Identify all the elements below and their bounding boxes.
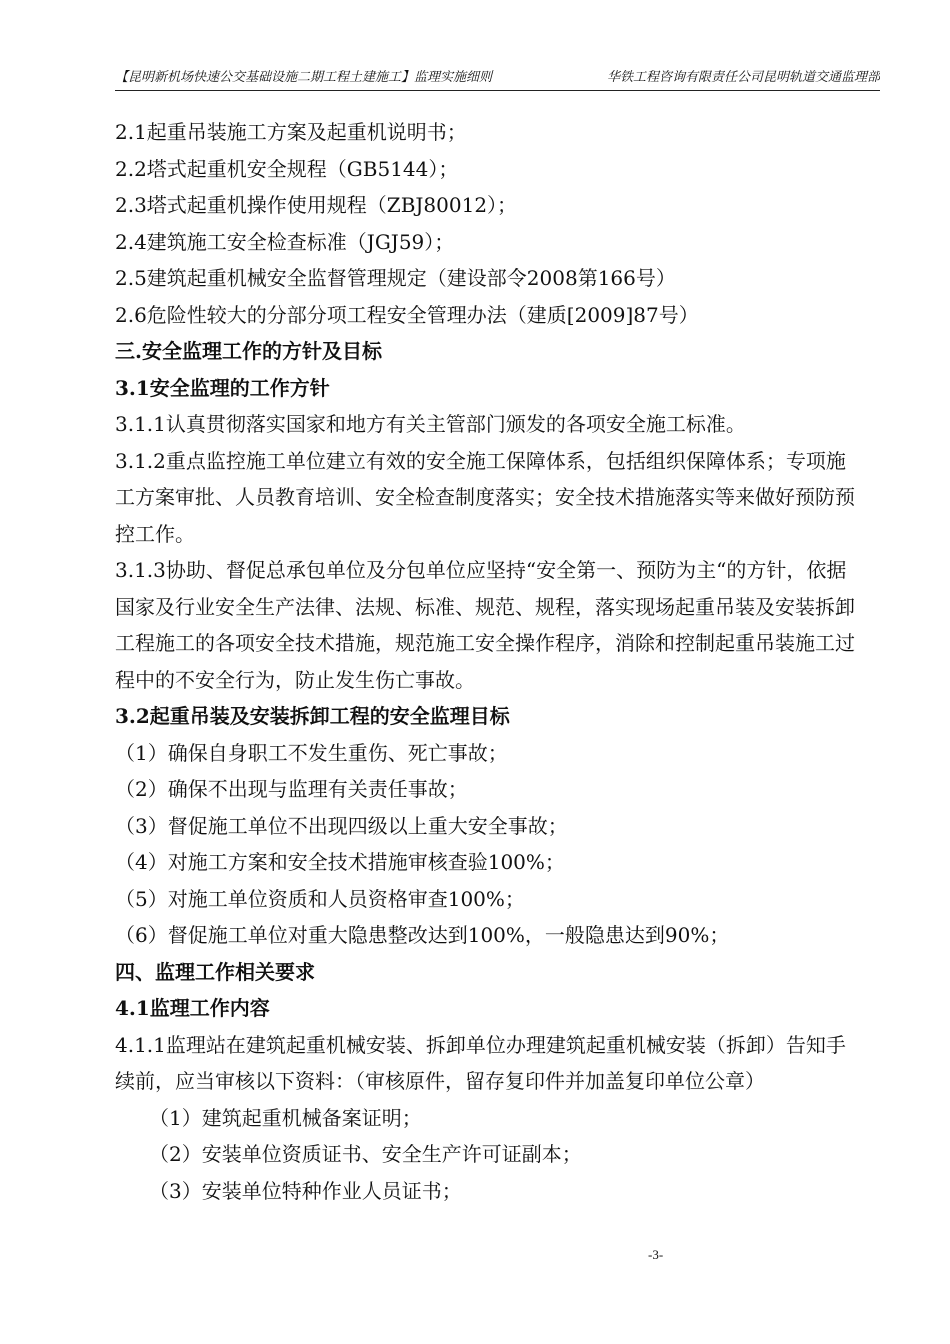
list-item: （1）建筑起重机械备案证明；: [149, 1105, 422, 1130]
paragraph: 4.1.1监理站在建筑起重机械安装、拆卸单位办理建筑起重机械安装（拆卸）告知手续前，应当审核以下资料：（审核原件，留存复印件并加盖复印单位公章）: [115, 1032, 846, 1093]
list-item: （4）对施工方案和安全技术措施审核查验100%；: [115, 850, 565, 874]
subsection-heading: 3.1安全监理的工作方针: [115, 375, 330, 400]
paragraph: 3.1.2重点监控施工单位建立有效的安全施工保障体系，包括组织保障体系；专项施工方案审批、人员教育培训、安全检查制度落实；安全技术措施落实等来做好预防预控工作。: [115, 448, 855, 546]
list-item: （3）督促施工单位不出现四级以上重大安全事故；: [115, 813, 568, 838]
paragraph: 3.1.3协助、督促总承包单位及分包单位应坚持“安全第一、预防为主“的方针，依据国家及行业安全生产法律、法规、标准、规范、规程，落实现场起重吊装及安装拆卸工程施工的各项安全技术措施，规范施工安全操作程序，消除和控制起重吊装施工过程中的不安全行为，防止发生伤亡事故。: [115, 558, 855, 692]
page-header: [115, 64, 880, 91]
list-item: （5）对施工单位资质和人员资格审查100%；: [115, 886, 525, 911]
list-item: （1）确保自身职工不发生重伤、死亡事故；: [115, 740, 508, 765]
header-right-text: 华铁工程咨询有限责任公司昆明轨道交通监理部: [606, 70, 880, 85]
paragraph-line: 2.2塔式起重机安全规程（GB5144）；: [115, 156, 459, 181]
list-item: （6）督促施工单位对重大隐患整改达到100%，一般隐患达到90%；: [115, 923, 730, 947]
list-item: （3）安装单位特种作业人员证书；: [149, 1178, 462, 1203]
list-item: （2）安装单位资质证书、安全生产许可证副本；: [149, 1142, 582, 1166]
paragraph-line: 3.1.1认真贯彻落实国家和地方有关主管部门颁发的各项安全施工标准。: [115, 412, 746, 436]
paragraph-line: 2.1起重吊装施工方案及起重机说明书；: [115, 120, 467, 144]
subsection-heading: 3.2起重吊装及安装拆卸工程的安全监理目标: [115, 704, 510, 728]
document-body: [115, 114, 865, 1209]
paragraph-line: 2.4建筑施工安全检查标准（JGJ59）；: [115, 229, 455, 254]
header-left-text: 【昆明新机场快速公交基础设施二期工程土建施工】监理实施细则: [115, 70, 493, 85]
paragraph-line: 2.3塔式起重机操作使用规程（ZBJ80012）；: [115, 193, 518, 217]
section-heading: 四、监理工作相关要求: [115, 959, 315, 984]
paragraph-line: 2.5建筑起重机械安全监督管理规定（建设部令2008第166号）: [115, 266, 676, 290]
list-item: （2）确保不出现与监理有关责任事故；: [115, 777, 468, 801]
subsection-heading: 4.1监理工作内容: [115, 996, 270, 1020]
section-heading: 三.安全监理工作的方针及目标: [115, 339, 382, 363]
paragraph-line: 2.6危险性较大的分部分项工程安全管理办法（建质[2009]87号）: [115, 302, 699, 327]
page-number: -3-: [648, 1247, 664, 1262]
